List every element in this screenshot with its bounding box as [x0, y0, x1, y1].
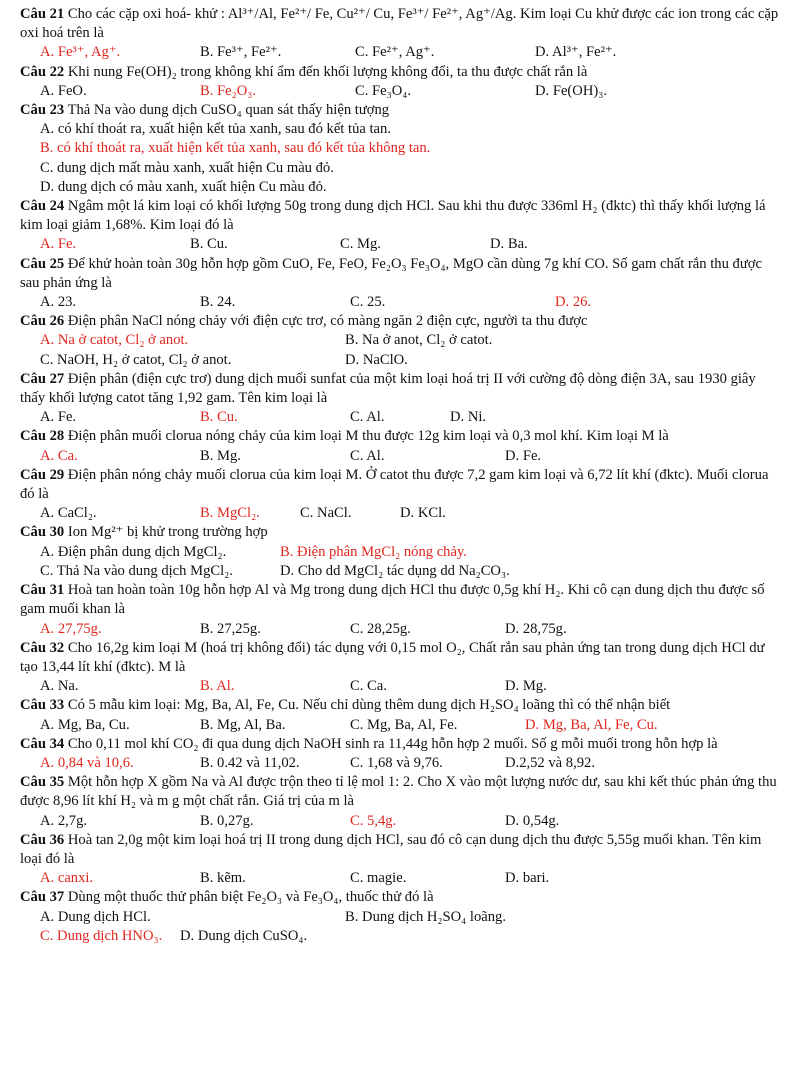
question-text	[20, 581, 780, 619]
answer-option: B. Điện phân MgCl₂ nóng chảy.	[280, 543, 467, 560]
answer-option: B. 24.	[200, 294, 236, 311]
question-body: Dùng một thuốc thử phân biệt Fe₂O₃ và Fe₃O₄, thuốc thử đó là	[67, 889, 434, 906]
answer-option: C. Mg, Ba, Al, Fe.	[350, 716, 458, 733]
answer-option: C. 28,25g.	[350, 620, 411, 637]
options-row	[20, 677, 780, 696]
answer-option: A. Fe³⁺, Ag⁺.	[40, 44, 121, 61]
question-block	[20, 466, 780, 524]
question-number: Câu 37	[20, 889, 65, 906]
answer-option: D. Cho dd MgCl₂ tác dụng dd Na₂CO₃.	[280, 562, 510, 579]
question-body: Điện phân (điện cực trơ) dung dịch muối sunfat của một kim loại hoá trị II với cường độ dòng điện 3A, sau 1930 giây thấy khối lượng catot tăng 1,92 gam. Tên kim loại là	[20, 370, 756, 407]
answer-option: B. Al.	[200, 678, 235, 695]
question-number: Câu 35	[20, 774, 65, 791]
answer-option: A. 2,7g.	[40, 812, 88, 829]
answer-option: C. 25.	[350, 294, 386, 311]
answer-option: D. NaClO.	[345, 351, 408, 368]
question-text	[20, 5, 780, 43]
question-number: Câu 28	[20, 428, 65, 445]
options-row	[20, 82, 780, 101]
question-number: Câu 23	[20, 102, 65, 119]
question-text	[20, 197, 780, 235]
options-row	[20, 504, 780, 523]
question-text	[20, 427, 780, 446]
answer-option: C. 1,68 và 9,76.	[350, 754, 443, 771]
question-text	[20, 312, 780, 331]
question-text	[20, 255, 780, 293]
options-row	[20, 754, 780, 773]
options-row	[20, 408, 780, 427]
question-block	[20, 197, 780, 255]
question-number: Câu 24	[20, 198, 65, 215]
answer-option: D. Fe(OH)₃.	[535, 82, 607, 99]
answer-option: D. 28,75g.	[505, 620, 567, 637]
answer-option: C. Thả Na vào dung dịch MgCl₂.	[40, 562, 233, 579]
question-body: Ion Mg²⁺ bị khử trong trường hợp	[67, 524, 268, 541]
answer-option: D. 0,54g.	[505, 812, 560, 829]
question-text	[20, 831, 780, 869]
question-body: Ngâm một lá kim loại có khối lượng 50g trong dung dịch HCl. Sau khi thu được 336ml H₂ (đktc) thì thấy khối lượng lá kim loại giảm 1,68%. Kim loại đó là	[20, 198, 766, 234]
question-text	[20, 101, 780, 120]
answer-option: D. Al³⁺, Fe²⁺.	[535, 44, 617, 61]
question-text	[20, 773, 780, 811]
options-row	[20, 351, 780, 370]
question-body: Hoà tan 2,0g một kim loại hoá trị II trong dung dịch HCl, sau đó cô cạn dung dịch thu được 5,55g muối khan. Tên kim loại đó là	[20, 831, 762, 867]
answer-option: A. 23.	[40, 294, 77, 311]
answer-option: B. Fe³⁺, Fe²⁺.	[200, 44, 282, 61]
answer-option: C. 5,4g.	[350, 812, 397, 829]
answer-option: C. Al.	[350, 409, 385, 426]
answer-option: B. Cu.	[200, 409, 238, 426]
answer-option: A. CaCl₂.	[40, 505, 97, 522]
answer-option: D. Ni.	[450, 409, 487, 426]
question-block	[20, 101, 780, 197]
options-row	[20, 543, 780, 562]
answer-option: B. 27,25g.	[200, 620, 261, 637]
question-number: Câu 21	[20, 6, 65, 22]
question-body: Có 5 mẫu kim loại: Mg, Ba, Al, Fe, Cu. Nếu chỉ dùng thêm dung dịch H₂SO₄ loãng thì có thể nhận biết	[67, 697, 671, 714]
question-text	[20, 696, 780, 715]
answer-option: A. FeO.	[40, 82, 87, 99]
answer-option: B. 0,27g.	[200, 812, 254, 829]
answer-option: B. Cu.	[190, 236, 228, 253]
question-body: Điện phân nóng chảy muối clorua của kim loại M. Ở catot thu được 7,2 gam kim loại và 6,72 lít khí (đktc). Muối clorua đó là	[20, 466, 769, 503]
question-block	[20, 773, 780, 831]
question-number: Câu 27	[20, 370, 65, 387]
question-body: Một hỗn hợp X gồm Na và Al được trộn theo tỉ lệ mol 1: 2. Cho X vào một lượng nước dư, sau khi kết thúc phản ứng thu được 8,96 lít khí H₂ và m g một chất rắn. Giá trị của m là	[20, 774, 777, 810]
question-block	[20, 888, 780, 946]
question-block	[20, 63, 780, 101]
answer-option: C. Fe²⁺, Ag⁺.	[355, 44, 435, 61]
answer-option: B. Dung dịch H₂SO₄ loãng.	[345, 908, 506, 925]
answer-option: D.2,52 và 8,92.	[505, 754, 595, 771]
question-text	[20, 523, 780, 542]
answer-option: C. NaCl.	[300, 505, 352, 522]
question-text	[20, 370, 780, 408]
answer-option: D. Mg.	[505, 678, 547, 695]
answer-option: C. Al.	[350, 447, 385, 464]
answer-option: D. dung dịch có màu xanh, xuất hiện Cu màu đỏ.	[40, 178, 327, 195]
answer-option: A. Na.	[40, 678, 79, 695]
answer-option: C. Fe₃O₄.	[355, 82, 411, 99]
answer-option: B. Fe₂O₃.	[200, 82, 256, 99]
question-block	[20, 735, 780, 773]
answer-option: C. Dung dịch HNO₃.	[40, 927, 163, 944]
answer-option: B. Mg, Al, Ba.	[200, 716, 286, 733]
answer-option: A. Điện phân dung dịch MgCl₂.	[40, 543, 227, 560]
answer-option: C. Mg.	[340, 236, 381, 253]
question-block	[20, 581, 780, 639]
options-row	[20, 927, 780, 946]
question-body: Cho 0,11 mol khí CO₂ đi qua dung dịch NaOH sinh ra 11,44g hỗn hợp 2 muối. Số g mỗi muối trong hỗn hợp là	[67, 735, 718, 752]
question-number: Câu 25	[20, 255, 65, 272]
answer-option: C. Ca.	[350, 678, 387, 695]
options-row	[20, 812, 780, 831]
answer-option: A. Ca.	[40, 447, 78, 464]
question-body: Điện phân muối clorua nóng chảy của kim loại M thu được 12g kim loại và 0,3 mol khí. Kim loại M là	[67, 428, 669, 445]
answer-option: D. bari.	[505, 870, 550, 887]
options-row	[20, 293, 780, 312]
answer-option: A. 27,75g.	[40, 620, 102, 637]
question-number: Câu 26	[20, 313, 65, 330]
question-block	[20, 5, 780, 63]
question-block	[20, 370, 780, 428]
question-number: Câu 29	[20, 466, 65, 483]
question-body: Để khử hoàn toàn 30g hỗn hợp gồm CuO, Fe, FeO, Fe₂O₃ Fe₃O₄, MgO cần dùng 7g khí CO. Số gam chất rắn thu được sau phản ứng là	[20, 255, 762, 291]
answer-option: C. dung dịch mất màu xanh, xuất hiện Cu màu đỏ.	[40, 159, 334, 176]
answer-option: B. Mg.	[200, 447, 241, 464]
question-body: Cho các cặp oxi hoá- khử : Al³⁺/Al, Fe²⁺/ Fe, Cu²⁺/ Cu, Fe³⁺/ Fe²⁺, Ag⁺/Ag. Kim loại Cu khử được các ion trong các cặp oxi hoá trên là	[20, 6, 779, 42]
question-body: Thả Na vào dung dịch CuSO₄ quan sát thấy hiện tượng	[67, 102, 390, 119]
question-number: Câu 31	[20, 582, 65, 599]
question-text	[20, 735, 780, 754]
answer-option: D. Fe.	[505, 447, 542, 464]
question-text	[20, 888, 780, 907]
answer-option: D. Ba.	[490, 236, 528, 253]
options-row	[20, 716, 780, 735]
answer-option: D. 26.	[555, 294, 592, 311]
question-block	[20, 312, 780, 370]
question-text	[20, 639, 780, 677]
question-number: Câu 30	[20, 524, 65, 541]
question-number: Câu 36	[20, 831, 65, 848]
question-number: Câu 22	[20, 63, 65, 80]
question-text	[20, 466, 780, 504]
answer-option: C. magie.	[350, 870, 407, 887]
question-body: Khi nung Fe(OH)₂ trong không khí ẩm đến khối lượng không đổi, ta thu được chất rắn là	[67, 63, 588, 80]
answer-option: B. kẽm.	[200, 870, 246, 887]
question-number: Câu 32	[20, 639, 65, 656]
answer-option: C. NaOH, H₂ ở catot, Cl₂ ở anot.	[40, 351, 232, 368]
question-block	[20, 639, 780, 697]
options-row	[20, 562, 780, 581]
answer-option: D. KCl.	[400, 505, 446, 522]
question-body: Hoà tan hoàn toàn 10g hỗn hợp Al và Mg trong dung dịch HCl thu được 0,5g khí H₂. Khi cô cạn dung dịch thu được số gam muối khan là	[20, 582, 765, 618]
answer-option: A. Dung dịch HCl.	[40, 908, 151, 925]
answer-option: A. Mg, Ba, Cu.	[40, 716, 130, 733]
question-number: Câu 33	[20, 697, 65, 714]
options-row	[20, 869, 780, 888]
options-row	[20, 43, 780, 62]
question-body: Điện phân NaCl nóng chảy với điện cực trơ, có màng ngăn 2 điện cực, người ta thu được	[67, 313, 588, 330]
answer-option: A. Na ở catot, Cl₂ ở anot.	[40, 332, 189, 349]
answer-option: B. MgCl₂.	[200, 505, 260, 522]
answer-option: B. Na ở anot, Cl₂ ở catot.	[345, 332, 493, 349]
question-block	[20, 255, 780, 313]
options-row	[20, 235, 780, 254]
question-block	[20, 831, 780, 889]
question-block	[20, 696, 780, 734]
question-text	[20, 63, 780, 82]
answer-option: B. có khí thoát ra, xuất hiện kết tủa xanh, sau đó kết tủa không tan.	[40, 140, 431, 157]
options-row	[20, 620, 780, 639]
answer-option: A. có khí thoát ra, xuất hiện kết tủa xanh, sau đó kết tủa tan.	[40, 121, 391, 138]
question-number: Câu 34	[20, 735, 65, 752]
options-row	[20, 331, 780, 350]
answer-option: A. 0,84 và 10,6.	[40, 754, 134, 771]
answer-option: A. Fe.	[40, 409, 77, 426]
options-row	[20, 447, 780, 466]
options-row	[20, 908, 780, 927]
answer-option: D. Dung dịch CuSO₄.	[180, 927, 308, 944]
answer-option: D. Mg, Ba, Al, Fe, Cu.	[525, 716, 658, 733]
question-body: Cho 16,2g kim loại M (hoá trị không đổi) tác dụng với 0,15 mol O₂, Chất rắn sau phản ứng tan trong dung dịch HCl dư tạo 13,44 lít khí (đktc). M là	[20, 639, 765, 675]
question-block	[20, 523, 780, 581]
answer-option: B. 0.42 và 11,02.	[200, 754, 300, 771]
answer-option: A. canxi.	[40, 870, 94, 887]
question-block	[20, 427, 780, 465]
answer-option: A. Fe.	[40, 236, 77, 253]
